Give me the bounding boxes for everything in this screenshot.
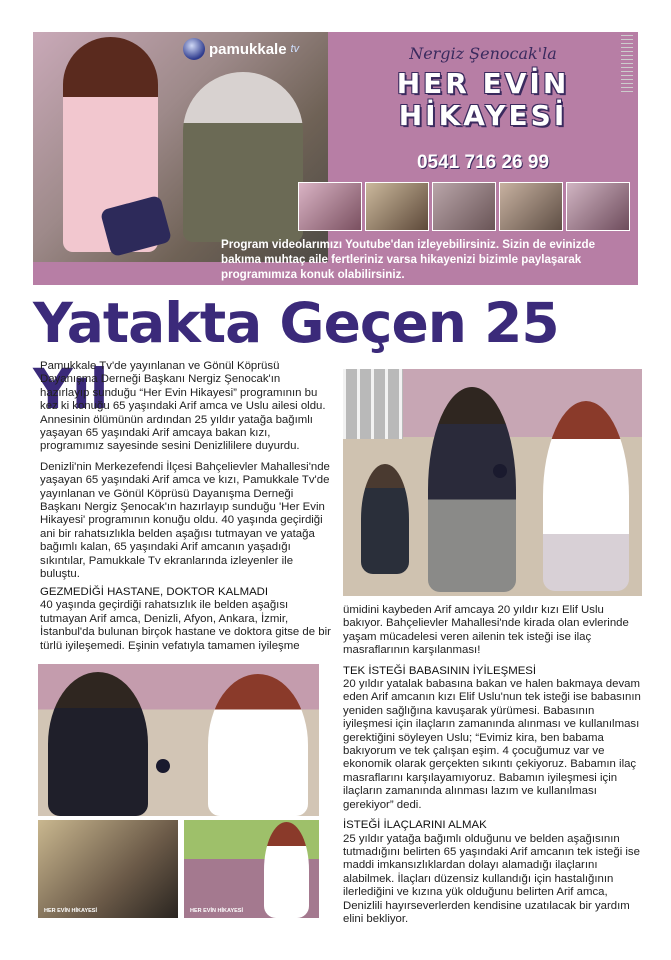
thumbnail <box>365 182 429 231</box>
left-column-top <box>40 360 332 589</box>
channel-logo <box>183 38 299 60</box>
thumbnail <box>499 182 563 231</box>
daughter-figure <box>48 672 148 816</box>
host-figure <box>543 401 629 591</box>
channel-logo-icon <box>183 38 205 60</box>
left-column-section <box>40 586 332 660</box>
guest-figure <box>183 72 303 242</box>
daughter-figure <box>428 387 516 592</box>
article-headline: Yatakta Geçen 25 Yıl <box>33 291 559 421</box>
subheading-medicine: İSTEĞİ İLAÇLARINI ALMAK <box>343 819 487 832</box>
photo-caption: HER EVİN HİKAYESİ <box>190 908 243 914</box>
child-figure <box>361 464 409 574</box>
thumbnail-strip <box>298 182 630 231</box>
thumbnail <box>432 182 496 231</box>
paragraph-3: 40 yaşında geçirdiği rahatsızlık ile belden aşağısı tutmayan Arif amca, Denizli, Afyon, Ankara, İzmir, İstanbul'da bulunan birçok hastane ve doktora gitse de bir türlü iyileşemedi. Eşinin vefatıyla tamamen iyileşme <box>40 599 331 652</box>
edge-marks <box>621 35 633 95</box>
interview-photo <box>343 369 642 596</box>
subheading-hospitals: GEZMEDİĞİ HASTANE, DOKTOR KALMADI <box>40 586 269 598</box>
paragraph-5: 20 yıldır yatalak babasına bakan ve halen bakmaya devam eden Arif amcanın kızı Elif Uslu'nun tek isteği ise babasının yeniden sağlığına kavuşarak yürümesi. Babasının iyileşmesi için ilaçların zamanında alınması ve kullanılması gerektiğini söyleyen Uslu; “Evimiz kira, ben babama bakıyorum ve tek çalışan eşim. 4 çocuğumuz var ve ekonomik olarak gerçekten sıkıntı çekiyoruz. Babamın ilaç masraflarını karşılayamıyoruz. Babamın iyileşmesi için ilaçların zamanında alınması lazım ve kullanılması gerekiyor” dedi. <box>343 678 641 811</box>
banner-photo <box>33 32 328 262</box>
program-banner <box>33 32 638 285</box>
subheading-recovery: TEK İSTEĞİ BABASININ İYİLEŞMESİ <box>343 664 537 677</box>
interview-photo-2 <box>38 664 319 816</box>
photo-caption: HER EVİN HİKAYESİ <box>44 908 97 914</box>
show-title-line1: HER EVİN <box>396 67 570 100</box>
paragraph-2: Denizli'nin Merkezefendi İlçesi Bahçelievler Mahallesi'nde yaşayan 65 yaşındaki Arif amca ve kızı, Pamukkale Tv'de yayınlanan ve Gönül Köprüsü Dayanışma Derneği Başkanı Nergiz Şenocak'ın hazırlayıp sunduğu 'Her Evin Hikayesi' programının konuğu oldu. 40 yaşında geçirdiği ani bir rahatsızlıkla belden aşağısı tutmayan ve yatağa bağımlı kalan, 65 yaşındaki Arif amcanın yaşadığı sıkıntılar, Pamukkale Tv ekranlarında izleyenler ile buluştu. <box>40 460 330 581</box>
banner-note <box>33 237 638 285</box>
host-name: Nergiz Şenocak'la <box>409 44 557 63</box>
bedside-photo <box>184 820 319 918</box>
window <box>343 369 403 439</box>
thumbnail <box>566 182 630 231</box>
paragraph-1: Pamukkale Tv'de yayınlanan ve Gönül Köprüsü Dayanışma Derneği Başkanı Nergiz Şenocak'ın hazırlayıp sunduğu “Her Evin Hikayesi” programının bu kez ki konuğu 65 yaşındaki Arif amca ve Uslu ailesi oldu. Annesinin ölümünün ardından 25 yıldır yatağa bağımlı yaşayan 65 yaşındaki Arif amcaya bakan kızı, programımız sayesinde sesini Denizlililere duyurdu. <box>40 360 326 453</box>
host-figure <box>264 822 309 918</box>
bedridden-photo <box>38 820 178 918</box>
right-column <box>343 604 641 933</box>
host-figure <box>208 674 308 816</box>
thumbnail <box>298 182 362 231</box>
microphone-icon <box>493 464 507 478</box>
banner-note-text: Program videolarımızı Youtube'dan izleyebilirsiniz. Sizin de evinizde bakıma muhtaç aile fertleriniz varsa hikayenizi bizimle paylaşarak programımıza konuk olabilirsiniz. <box>221 238 596 281</box>
microphone-icon <box>156 759 170 773</box>
paragraph-6: 25 yıldır yatağa bağımlı olduğunu ve belden aşağısının tutmadığını belirten 65 yaşındaki Arif amcanın tek isteği ise maddi imkansızlıklardan dolayı alamadığı ilaçlarını alabilmek. İlaçları düzensiz kullandığı için hastalığının ilerlediğini ve kızına yük olduğunu belirten Arif amca, Denizlili hayırseverlerden kendisine uzatılacak bir yardım elini bekliyor. <box>343 832 640 925</box>
show-title <box>333 68 633 132</box>
show-title-line2: HİKAYESİ <box>398 99 568 132</box>
channel-suffix: tv <box>290 43 300 55</box>
paragraph-4: ümidini kaybeden Arif amcaya 20 yıldır kızı Elif Uslu bakıyor. Bahçelievler Mahallesi'nde kirada olan evlerinde yaşam mücadelesi veren ailenin tek isteği ise ilaç masraflarının karşılanması! <box>343 604 629 657</box>
phone-number: 0541 716 26 99 <box>416 152 550 173</box>
channel-name: pamukkale <box>209 40 287 58</box>
